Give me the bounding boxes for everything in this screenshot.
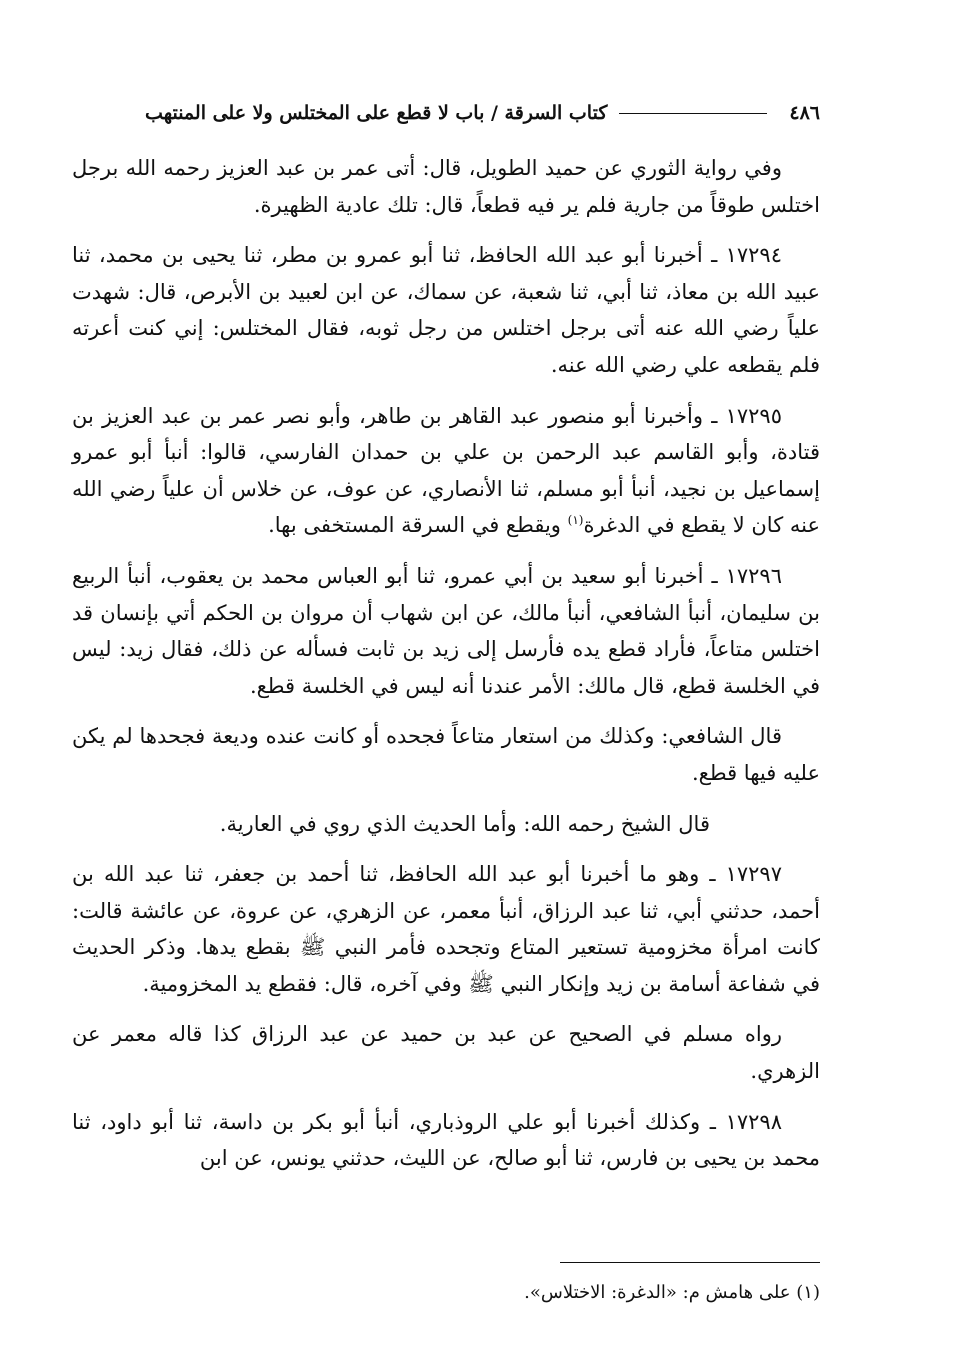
paragraph: وفي رواية الثوري عن حميد الطويل، قال: أتى عمر بن عبد العزيز رحمه الله برجل اختلس طوقاً من جارية فلم ير فيه قطعاً، قال: تلك عادية الظهيرة. [72, 156, 820, 217]
page-number: ٤٨٦ [789, 102, 820, 124]
paragraph: قال الشافعي: وكذلك من استعار متاعاً فجحده أو كانت عنده وديعة فجحدها لم يكن عليه فيها قطع. [72, 724, 820, 785]
body-text [72, 150, 820, 1191]
page-header [72, 98, 820, 128]
paragraph-text: ١٧٢٩٥ ـ وأخبرنا أبو منصور عبد القاهر بن طاهر، وأبو نصر عمر بن عبد العزيز بن قتادة، وأبو القاسم عبد الرحمن بن علي بن حمدان الفارسي، قالوا: أنبأ أبو عمرو إسماعيل بن نجيد، أنبأ أبو مسلم، ثنا الأنصاري، عن عوف، عن خلاس أن علياً رضي الله عنه كان لا يقطع في الدغرة [72, 403, 820, 538]
paragraph: ١٧٢٩٧ ـ وهو ما أخبرنا أبو عبد الله الحافظ، ثنا أحمد بن جعفر، ثنا عبد الله بن أحمد، حدثني أبي، ثنا عبد الرزاق، أنبأ معمر، عن الزهري، عن عروة، عن عائشة قالت: كانت امرأة مخزومية تستعير المتاع وتجحده فأمر النبي ﷺ بقطع يدها. وذكر الحديث في شفاعة أسامة بن زيد وإنكار النبي ﷺ وفي آخره، قال: فقطع يد المخزومية. [72, 862, 820, 996]
paragraph: رواه مسلم في الصحيح عن عبد بن حميد عن عبد الرزاق كذا قاله معمر عن الزهري. [72, 1022, 820, 1084]
paragraph: ١٧٢٩٤ ـ أخبرنا أبو عبد الله الحافظ، ثنا أبو عمرو بن مطر، ثنا يحيى بن محمد، ثنا عبيد الله بن معاذ، ثنا أبي، ثنا شعبة، عن سماك، عن ابن لعبيد بن الأبرص، قال: شهدت علياً رضي الله عنه أتى برجل اختلس من رجل ثوبه، فقال المختلس: إني كنت أعرته فلم يقطعه علي رضي الله عنه. [72, 243, 820, 377]
footnote-rule [560, 1262, 820, 1263]
paragraph: قال الشيخ رحمه الله: وأما الحديث الذي روي في العارية. [219, 811, 710, 836]
header-rule [619, 113, 767, 114]
footnote: (١) على هامش م: «الدغرة: الاختلاس». [524, 1282, 820, 1303]
running-title: كتاب السرقة / باب لا قطع على المختلس ولا على المنتهب [145, 102, 608, 124]
paragraph: ١٧٢٩٦ ـ أخبرنا أبو سعيد بن أبي عمرو، ثنا أبو العباس محمد بن يعقوب، أنبأ الربيع بن سليمان، أنبأ الشافعي، أنبأ مالك، عن ابن شهاب أن مروان بن الحكم أتي بإنسان قد اختلس متاعاً، فأراد قطع يده فأرسل إلى زيد بن ثابت فسأله عن ذلك، فقال زيد: ليس في الخلسة قطع، قال مالك: الأمر عندنا أنه ليس في الخلسة قطع. [72, 563, 820, 698]
paragraph: ١٧٢٩٨ ـ وكذلك أخبرنا أبو علي الروذباري، أنبأ أبو بكر بن داسة، ثنا أبو داود، ثنا محمد بن يحيى بن فارس، ثنا أبو صالح، عن الليث، حدثني يونس، عن ابن [72, 1109, 820, 1171]
paragraph-text-tail: ويقطع في السرقة المستخفى بها. [268, 513, 568, 538]
footnote-marker[interactable]: (١) [567, 513, 584, 528]
paragraph [72, 398, 820, 544]
